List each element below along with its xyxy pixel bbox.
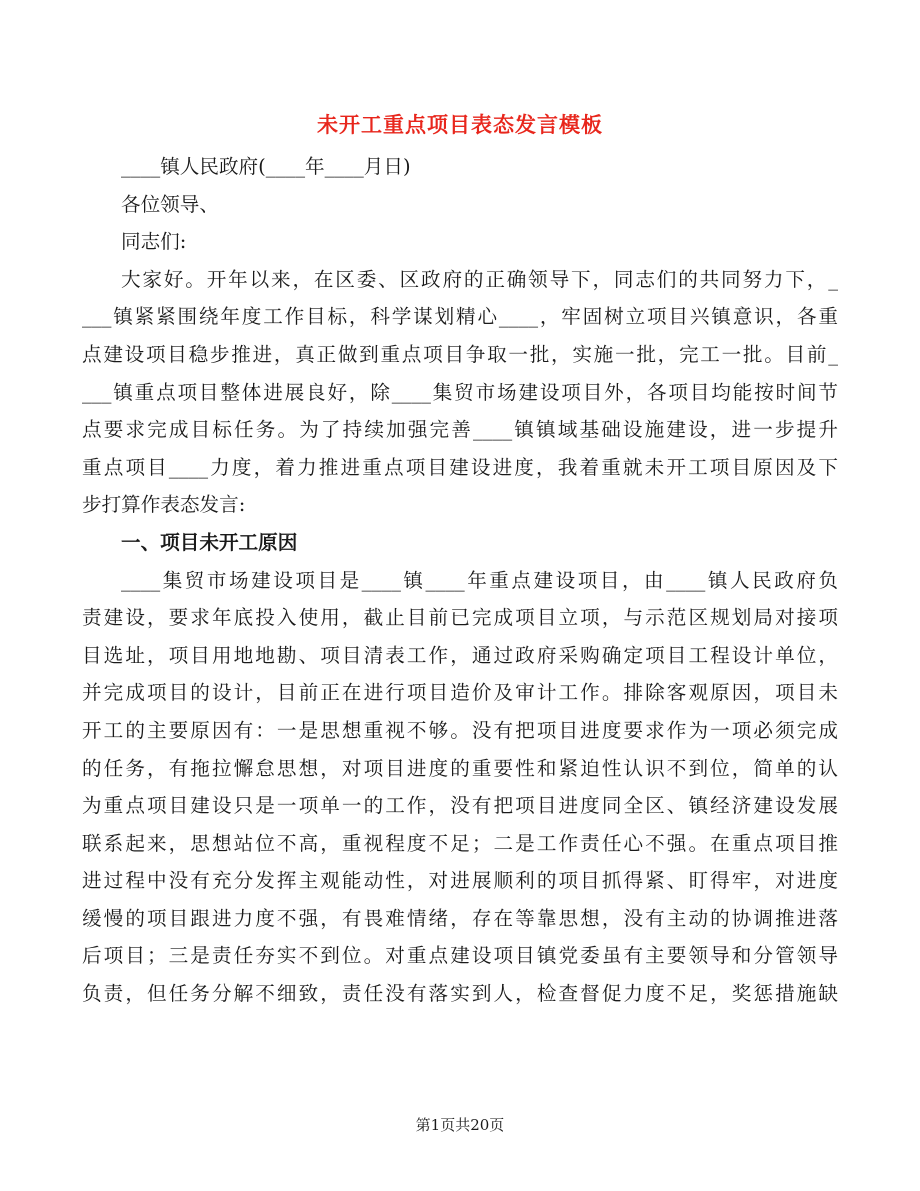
text-line: 点要求完成目标任务。为了持续加强完善____镇镇域基础设施建设，进一步提升: [82, 418, 838, 442]
text-line: 责建设，要求年底投入使用，截止目前已完成项目立项，与示范区规划局对接项: [82, 606, 838, 630]
text-line: 步打算作表态发言:: [82, 493, 246, 517]
text-line: 缓慢的项目跟进力度不强，有畏难情绪，存在等靠思想，没有主动的协调推进落: [82, 906, 838, 930]
text-line: ___镇紧紧围绕年度工作目标，科学谋划精心____，牢固树立项目兴镇意识，各重: [82, 305, 838, 329]
text-line: ____镇人民政府(____年____月日): [121, 155, 411, 178]
text-line: 各位领导、: [121, 192, 219, 216]
text-line: 同志们:: [121, 230, 187, 254]
text-line: 负责，但任务分解不细致，责任没有落实到人，检查督促力度不足，奖惩措施缺: [82, 982, 838, 1006]
document-body: [82, 148, 838, 1013]
section-heading: 一、项目未开工原因: [121, 530, 298, 554]
text-line: ___镇重点项目整体进展良好，除____集贸市场建设项目外，各项目均能按时间节: [82, 380, 838, 404]
text-line: 大家好。开年以来，在区委、区政府的正确领导下，同志们的共同努力下，_: [121, 267, 838, 291]
text-line: 为重点项目建设只是一项单一的工作，没有把项目进度同全区、镇经济建设发展: [82, 794, 838, 818]
text-line: 联系起来，思想站位不高，重视程度不足；二是工作责任心不强。在重点项目推: [82, 831, 838, 855]
text-line: 后项目；三是责任夯实不到位。对重点建设项目镇党委虽有主要领导和分管领导: [82, 944, 838, 968]
text-line: 目选址，项目用地地勘、项目清表工作，通过政府采购确定项目工程设计单位，: [82, 643, 838, 667]
text-line: 进过程中没有充分发挥主观能动性，对进展顺利的项目抓得紧、盯得牢，对进度: [82, 869, 838, 893]
text-line: 的任务，有拖拉懈怠思想，对项目进度的重要性和紧迫性认识不到位，简单的认: [82, 756, 838, 780]
text-line: ____集贸市场建设项目是____镇____年重点建设项目，由____镇人民政府负: [121, 568, 838, 592]
text-line: 重点项目____力度，着力推进重点项目建设进度，我着重就未开工项目原因及下: [82, 455, 838, 479]
text-line: 并完成项目的设计，目前正在进行项目造价及审计工作。排除客观原因，项目未: [82, 681, 838, 705]
text-line: 开工的主要原因有：一是思想重视不够。没有把项目进度要求作为一项必须完成: [82, 718, 838, 742]
page-number: 第1页共20页: [415, 1116, 505, 1134]
document-title: 未开工重点项目表态发言模板: [317, 112, 603, 137]
text-line: 点建设项目稳步推进，真正做到重点项目争取一批，实施一批，完工一批。目前_: [82, 342, 838, 366]
